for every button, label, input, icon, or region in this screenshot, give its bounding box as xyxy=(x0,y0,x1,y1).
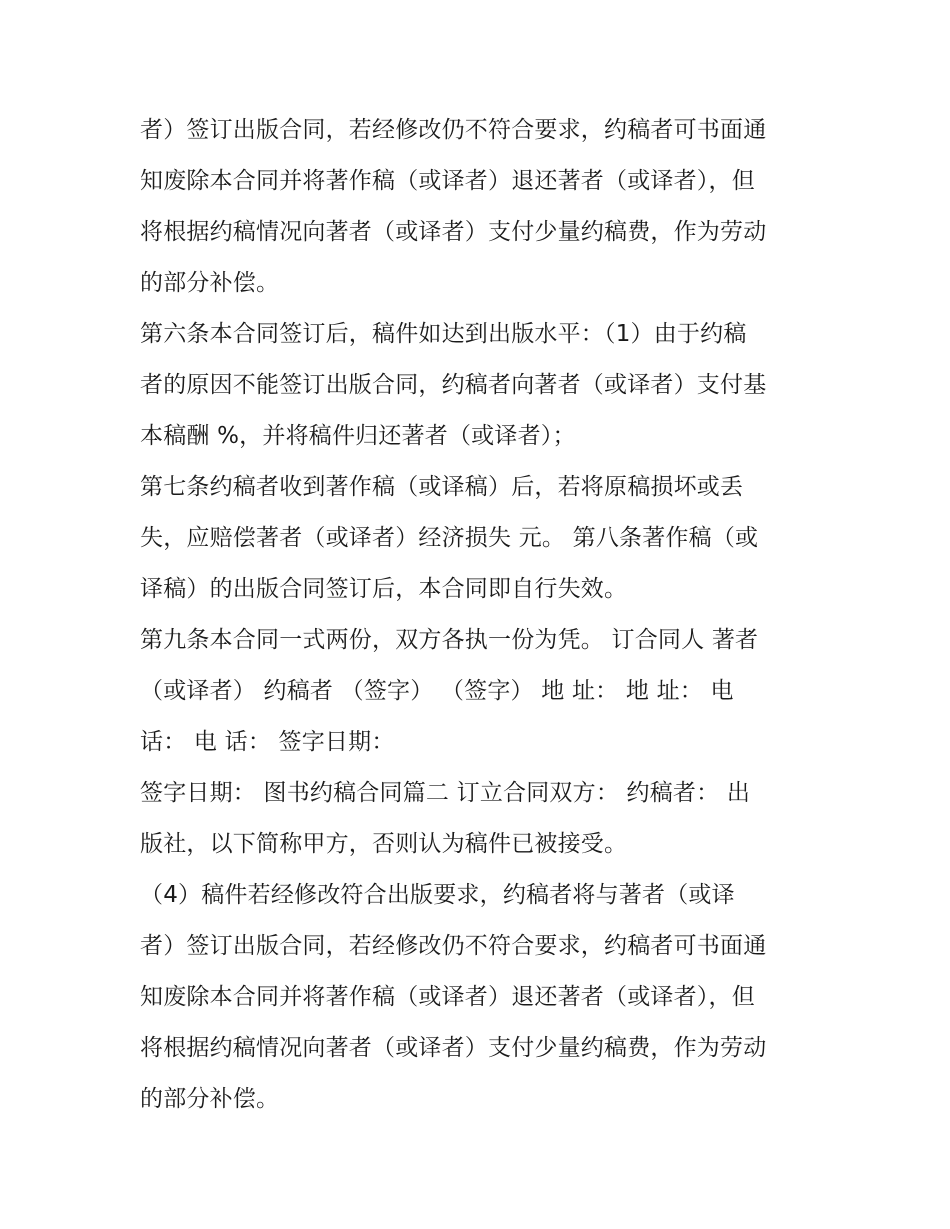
text-line: 的部分补偿。 xyxy=(140,1086,280,1112)
text-line: 第九条本合同一式两份，双方各执一份为凭。 订合同人 著者 xyxy=(140,627,759,653)
text-line: 者的原因不能签订出版合同，约稿者向著者（或译者）支付基 xyxy=(140,372,767,398)
text-line: 失，应赔偿著者（或译者）经济损失 元。 第八条著作稿（或 xyxy=(140,525,759,551)
text-line: 签字日期： 图书约稿合同篇二 订立合同双方： 约稿者： 出 xyxy=(140,780,751,806)
contract-text xyxy=(140,105,830,1125)
text-line: 第六条本合同签订后，稿件如达到出版水平：（1）由于约稿 xyxy=(140,321,747,347)
text-line: 本稿酬 %，并将稿件归还著者（或译者）； xyxy=(140,423,576,449)
text-line: 第七条约稿者收到著作稿（或译稿）后，若将原稿损坏或丢 xyxy=(140,474,744,500)
text-line: 知废除本合同并将著作稿（或译者）退还著者（或译者），但 xyxy=(140,168,755,194)
text-line: 版社，以下简称甲方，否则认为稿件已被接受。 xyxy=(140,831,628,857)
text-line: 译稿）的出版合同签订后，本合同即自行失效。 xyxy=(140,576,628,602)
text-line: （4）稿件若经修改符合出版要求，约稿者将与著者（或译 xyxy=(140,882,735,908)
text-line: 将根据约稿情况向著者（或译者）支付少量约稿费，作为劳动 xyxy=(140,1035,767,1061)
text-line: 者）签订出版合同，若经修改仍不符合要求，约稿者可书面通 xyxy=(140,117,767,143)
text-line: 话： 电 话： 签字日期： xyxy=(140,729,395,755)
text-line: 的部分补偿。 xyxy=(140,270,280,296)
text-line: 知废除本合同并将著作稿（或译者）退还著者（或译者），但 xyxy=(140,984,755,1010)
text-line: （或译者） 约稿者 （签字） （签字） 地 址： 地 址： 电 xyxy=(140,678,734,704)
text-line: 将根据约稿情况向著者（或译者）支付少量约稿费，作为劳动 xyxy=(140,219,767,245)
text-line: 者）签订出版合同，若经修改仍不符合要求，约稿者可书面通 xyxy=(140,933,767,959)
